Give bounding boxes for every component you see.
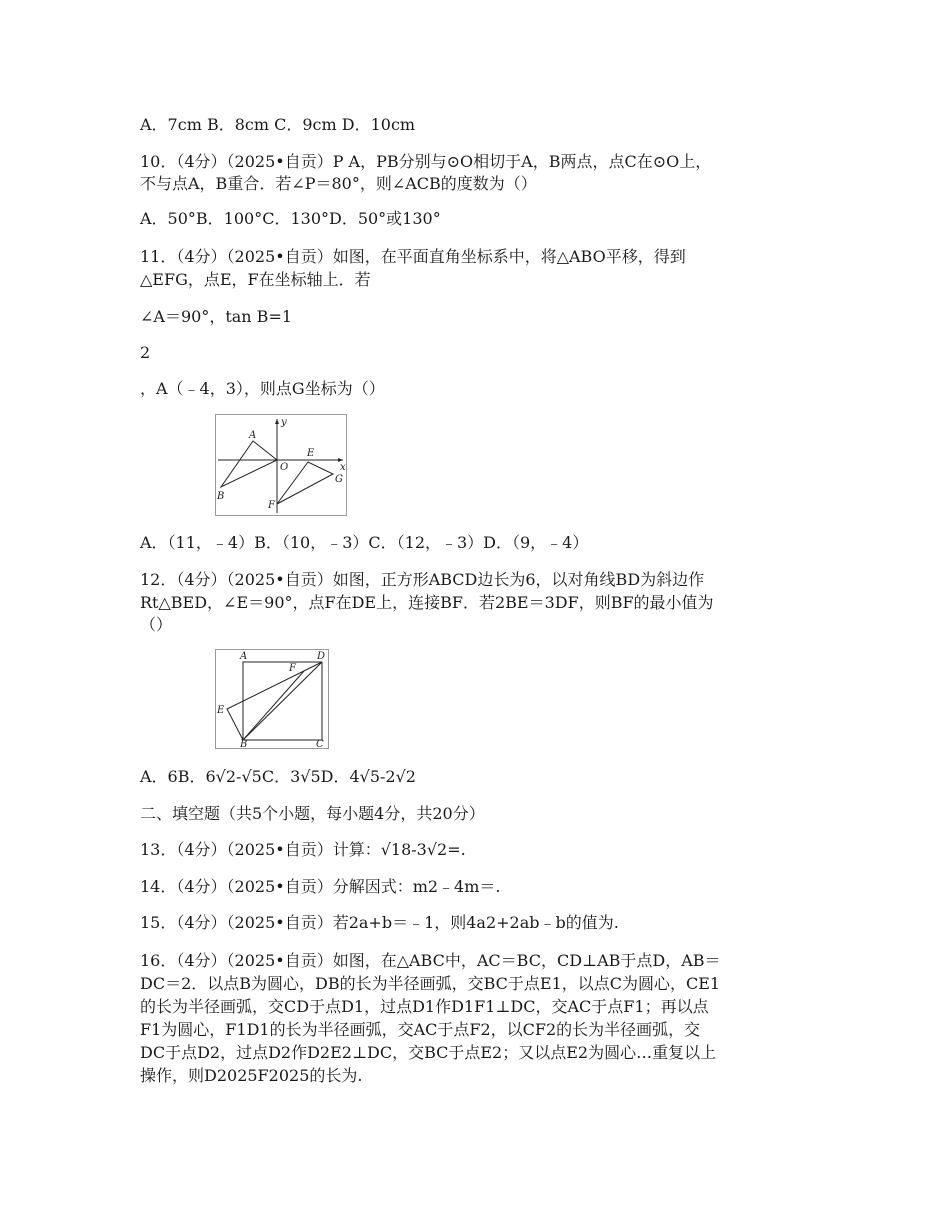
q12-line-1: 12．（4分）（2025•自贡）如图，正方形ABCD边长为6，以对角线BD为斜边作 <box>140 570 705 589</box>
q10-options: A．50°B．100°C．130°D．50°或130° <box>140 209 441 228</box>
q10-line-2: 不与点A，B重合．若∠P＝80°，则∠ACB的度数为（） <box>140 174 537 193</box>
q16-line-5: DC于点D2，过点D2作D2E2⊥DC，交BC于点E2；又以点E2为圆心…重复以上 <box>140 1043 717 1062</box>
segment-bf <box>243 671 304 740</box>
q16-line-1: 16．（4分）（2025•自贡）如图，在△ABC中，AC＝BC，CD⊥AB于点D，AB＝ <box>140 951 721 970</box>
q11-options: A．（11，﹣4）B．（10，﹣3）C．（12，﹣3）D．（9，﹣4） <box>140 533 589 552</box>
label-e: E <box>217 705 225 716</box>
diagonal-bd <box>243 662 322 740</box>
q16-line-4: F1为圆心，F1D1的长为半径画弧，交AC于点F2，以CF2的长为半径画弧，交 <box>140 1020 701 1039</box>
q14-text: 14．（4分）（2025•自贡）分解因式：m2﹣4m＝. <box>140 877 501 896</box>
triangle-abo <box>221 441 277 487</box>
square-diagram <box>216 650 328 748</box>
q11-line-4: 2 <box>140 343 151 362</box>
q11-line-2: △EFG，点E，F在坐标轴上．若 <box>140 270 371 289</box>
q11-line-3: ∠A＝90°，tan B=1 <box>140 307 293 326</box>
section-2-heading: 二、填空题（共5个小题，每小题4分，共20分） <box>140 804 485 823</box>
label-g: G <box>335 474 343 485</box>
label-d: D <box>317 651 326 662</box>
q12-line-3: （） <box>140 615 173 634</box>
label-b: B <box>240 739 248 748</box>
segments-be-ed <box>227 662 322 740</box>
label-c: C <box>316 739 324 748</box>
label-f: F <box>289 663 296 674</box>
label-e: E <box>307 448 315 459</box>
q16-line-2: DC＝2．以点B为圆心，DB的长为半径画弧，交BC于点E1，以点C为圆心，CE1 <box>140 974 721 993</box>
q12-line-2: Rt△BED，∠E＝90°，点F在DE上，连接BF．若2BE＝3DF，则BF的最小值为 <box>140 593 714 612</box>
label-f: F <box>268 500 275 511</box>
y-axis-arrow <box>275 419 279 424</box>
q11-line-1: 11．（4分）（2025•自贡）如图，在平面直角坐标系中，将△ABO平移，得到 <box>140 247 686 266</box>
q10-line-1: 10．（4分）（2025•自贡）P A，PB分别与⊙O相切于A，B两点，点C在⊙O上， <box>140 152 712 171</box>
q16-line-3: 的长为半径画弧，交CD于点D1，过点D1作D1F1⊥DC，交AC于点F1；再以点 <box>140 997 709 1016</box>
label-a: A <box>240 651 248 662</box>
label-a: A <box>249 430 257 441</box>
q12-figure <box>215 649 329 749</box>
label-b: B <box>217 491 225 502</box>
q15-text: 15．（4分）（2025•自贡）若2a+b＝﹣1，则4a2+2ab﹣b的值为. <box>140 913 619 932</box>
q13-text: 13．（4分）（2025•自贡）计算：√18-3√2=. <box>140 840 466 859</box>
q11-figure <box>215 414 347 516</box>
label-x: x <box>340 462 346 473</box>
label-o: O <box>280 462 289 473</box>
label-y: y <box>281 417 287 428</box>
q9-options: A．7cm B．8cm C．9cm D．10cm <box>140 115 416 134</box>
coordinate-plane-diagram <box>216 415 346 515</box>
q16-line-6: 操作，则D2025F2025的长为. <box>140 1066 363 1085</box>
q11-line-5: ，A（﹣4，3），则点G坐标为（） <box>140 379 385 398</box>
q12-options: A．6B．6√2-√5C．3√5D．4√5-2√2 <box>140 767 416 786</box>
